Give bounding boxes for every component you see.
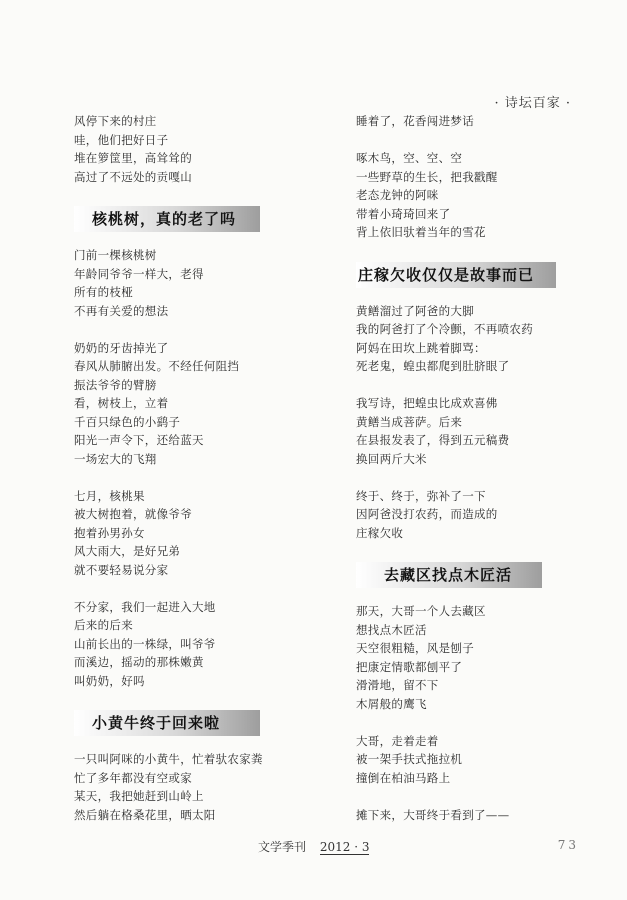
poem-line: 高过了不远处的贡嘎山 <box>74 169 192 184</box>
poem-line: 风大雨大，是好兄弟 <box>74 544 181 558</box>
poem-line: 看，树枝上，立着 <box>74 396 169 410</box>
poem-line: 门前一棵核桃树 <box>74 248 157 262</box>
poem-line: 摊下来，大哥终于看到了—— <box>356 807 510 822</box>
stanza-gap <box>356 376 606 395</box>
poem-line: 不分家，我们一起进入大地 <box>74 599 216 614</box>
poem-line: 撞倒在柏油马路上 <box>356 770 451 785</box>
poem-line: 终于、终于，弥补了一下 <box>356 488 486 503</box>
poem-line: 奶奶的牙齿掉光了 <box>74 340 169 355</box>
stanza-gap <box>356 787 606 806</box>
poem-line: 那天，大哥一个人去藏区 <box>356 604 486 618</box>
poem-line: 一场宏大的飞翔 <box>74 451 157 466</box>
poem-line: 风停下来的村庄 <box>74 114 157 128</box>
poem-line: 老态龙钟的阿咪 <box>356 188 439 202</box>
poem-line: 阳光一声令下，还给蓝天 <box>74 433 204 447</box>
poem-line: 滑滑地，留不下 <box>356 678 439 692</box>
poem-title: 小黄牛终于回来啦 <box>92 714 221 732</box>
issue-number: 2012 · 3 <box>319 840 370 854</box>
poem-title-block <box>74 702 324 746</box>
section-tag: · 诗坛百家 · <box>494 96 571 111</box>
poem-title: 核桃树，真的老了吗 <box>92 210 237 228</box>
poem-line: 然后躺在格桑花里，晒太阳 <box>74 807 216 822</box>
stanza-gap <box>74 320 324 339</box>
poem-line: 被大树抱着，就像爷爷 <box>74 507 192 521</box>
poem-line: 天空很粗糙，风是刨子 <box>356 641 474 655</box>
poem-title: 庄稼欠收仅仅是故事而已 <box>358 265 535 284</box>
stanza-gap <box>74 468 324 487</box>
poem-line: 大哥，走着走着 <box>356 733 439 748</box>
poem-title-block <box>356 554 606 598</box>
poem-line: 黄鳝当成菩萨。后来 <box>356 414 463 429</box>
stanza-gap <box>74 579 324 598</box>
poem-line: 春风从肺腑出发。不经任何阻挡 <box>74 359 240 373</box>
poem-line: 睡着了，花香闯进梦话 <box>356 114 474 128</box>
poem-line: 在县报发表了，得到五元稿费 <box>356 433 510 447</box>
poem-line: 死老鬼，蝗虫都爬到肚脐眼了 <box>356 359 510 373</box>
poem-line: 木屑般的鹰飞 <box>356 696 427 711</box>
poem-line: 堆在箩筐里，高耸耸的 <box>74 151 192 165</box>
stanza-gap <box>356 468 606 487</box>
left-column <box>74 112 324 824</box>
poem-line: 我写诗，把蝗虫比成欢喜佛 <box>356 396 498 410</box>
poem-line: 庄稼欠收 <box>356 525 404 540</box>
journal-footer <box>258 838 369 855</box>
poem-line: 就不要轻易说分家 <box>74 562 169 577</box>
poem-line: 抱着孙男孙女 <box>74 525 145 540</box>
poem-line: 而溪边，摇动的那株嫩黄 <box>74 655 204 669</box>
stanza-gap <box>356 713 606 732</box>
poem-title: 去藏区找点木匠活 <box>384 566 513 584</box>
poem-title-block <box>74 198 324 242</box>
journal-name: 文学季刊 <box>258 840 307 854</box>
poem-line: 因阿爸没打农药，而造成的 <box>356 507 498 521</box>
poem-line: 想找点木匠活 <box>356 622 427 637</box>
poem-line: 振法爷爷的臂膀 <box>74 377 157 392</box>
poem-title-block <box>356 254 606 298</box>
poem-line: 我的阿爸打了个冷颤，不再喷农药 <box>356 322 533 336</box>
poem-line: 一只叫阿咪的小黄牛，忙着驮农家粪 <box>74 752 263 766</box>
poem-line: 背上依旧驮着当年的雪花 <box>356 225 486 239</box>
poem-line: 忙了多年都没有空或家 <box>74 770 192 785</box>
poem-line: 年龄同爷爷一样大，老得 <box>74 266 204 281</box>
poem-line: 被一架手扶式拖拉机 <box>356 752 463 766</box>
poem-line: 哇，他们把好日子 <box>74 132 169 147</box>
poem-line: 黄鳝溜过了阿爸的大脚 <box>356 303 474 318</box>
poem-line: 某天，我把她赶到山岭上 <box>74 789 204 803</box>
page-number: 73 <box>557 838 579 852</box>
poem-line: 换回两斤大米 <box>356 451 427 466</box>
poem-line: 啄木鸟，空、空、空 <box>356 151 463 165</box>
poem-line: 千百只绿色的小鹞子 <box>74 414 181 429</box>
stanza-gap <box>356 131 606 150</box>
poem-line: 阿妈在田坎上跳着脚骂： <box>356 340 486 355</box>
right-column <box>356 112 606 824</box>
poem-line: 所有的枝桠 <box>74 285 133 299</box>
poem-line: 叫奶奶，好吗 <box>74 673 145 688</box>
poem-line: 七月，核桃果 <box>74 488 145 503</box>
poem-line: 后来的后来 <box>74 618 133 632</box>
poem-line: 把康定情歌都刨平了 <box>356 659 463 674</box>
poem-line: 一些野草的生长，把我戳醒 <box>356 169 498 184</box>
poem-line: 不再有关爱的想法 <box>74 303 169 318</box>
poem-line: 带着小琦琦回来了 <box>356 206 451 221</box>
poem-line: 山前长出的一株绿，叫爷爷 <box>74 636 216 651</box>
